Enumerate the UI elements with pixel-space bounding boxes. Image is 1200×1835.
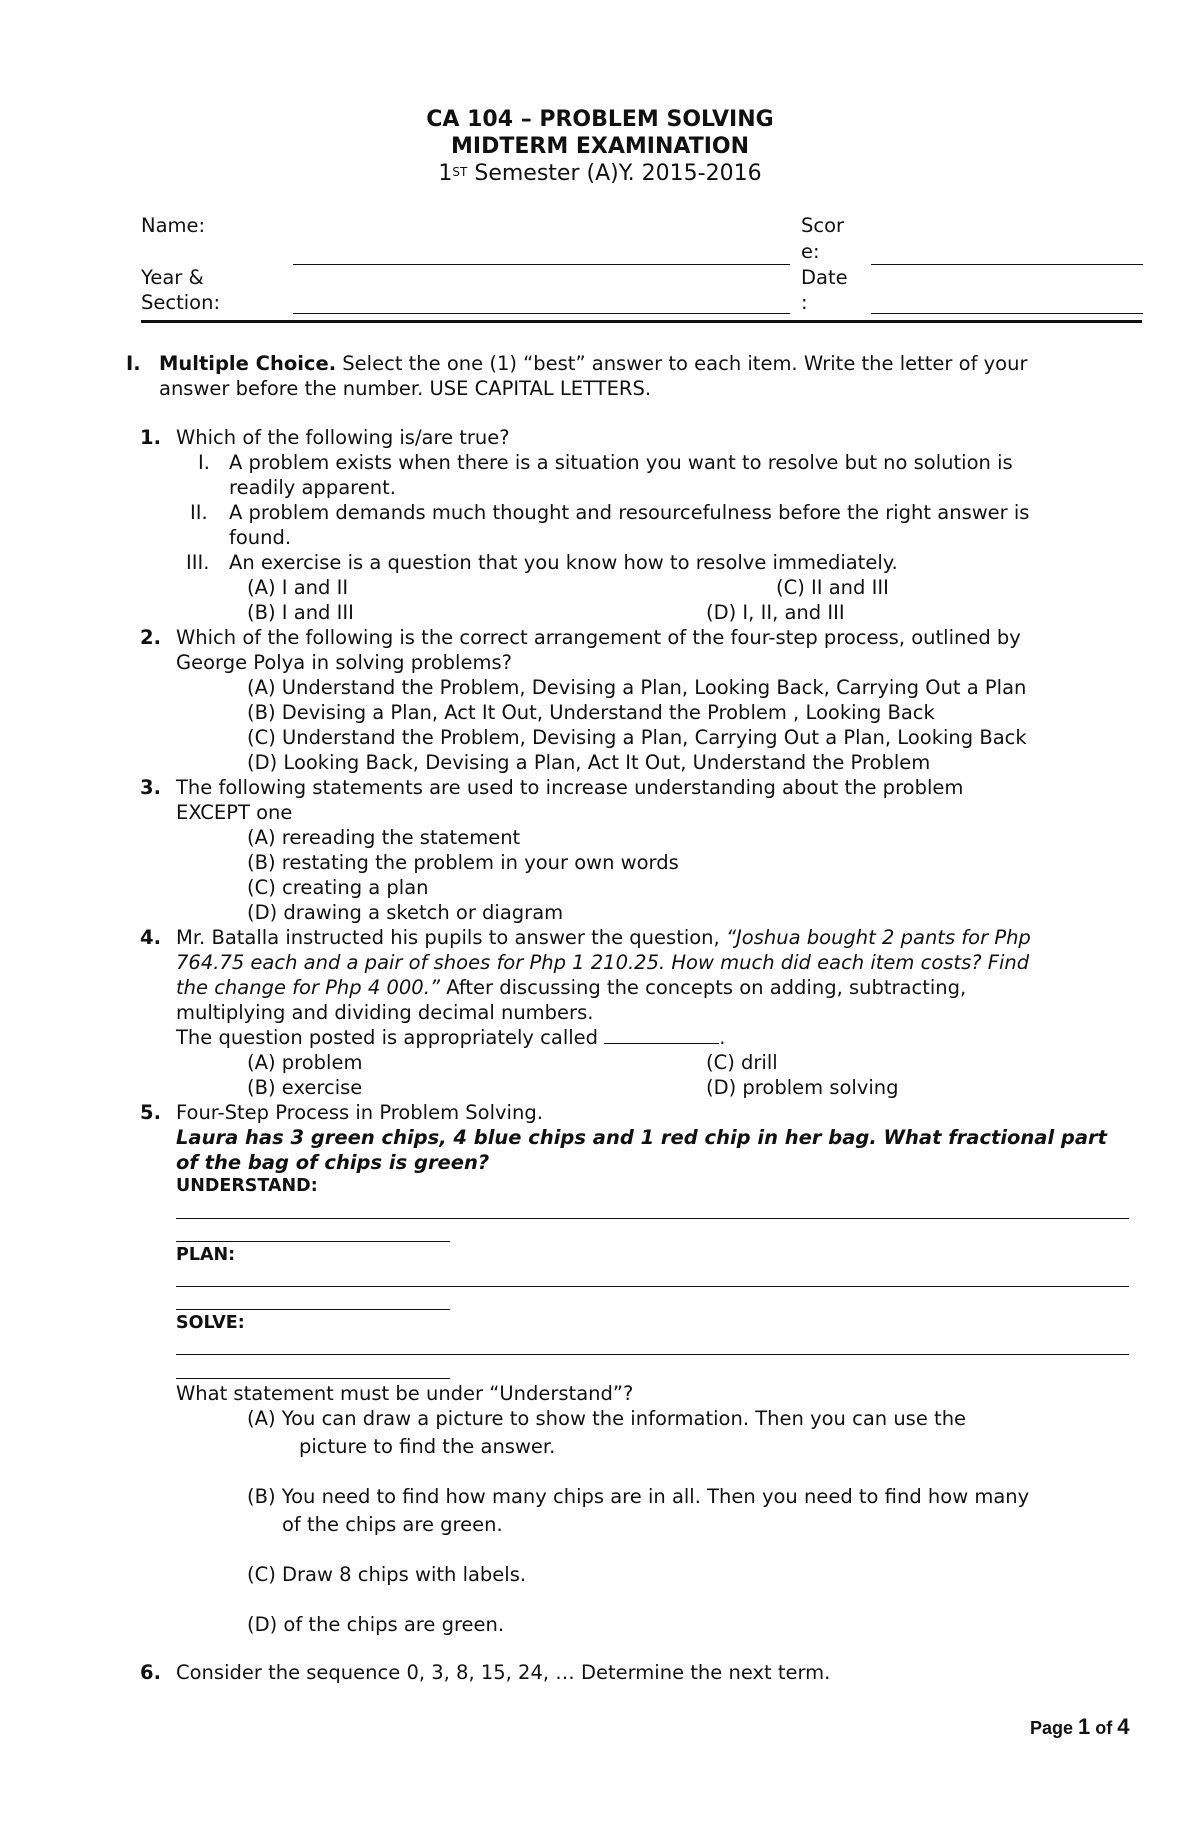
q5-option-b-1: (B) You need to find how many chips are in all. Then you need to find how many — [247, 1485, 1030, 1508]
q4-stem-5-text: The question posted is appropriately called — [176, 1026, 605, 1049]
year-label-1: Year & — [141, 266, 204, 289]
q5-problem-1: Laura has 3 green chips, 4 blue chips and 1 red chip in her bag. What fractional part — [176, 1126, 1107, 1149]
q5-option-a-1: (A) You can draw a picture to show the information. Then you can use the — [247, 1407, 967, 1430]
q4-option-d: (D) problem solving — [706, 1076, 899, 1099]
q2-stem-2: George Polya in solving problems? — [176, 651, 512, 674]
q5-number: 5. — [140, 1101, 161, 1124]
q5-solve-line-2[interactable] — [176, 1378, 450, 1379]
q5-plan-line-1[interactable] — [176, 1286, 1129, 1287]
q1-s1-number: I. — [198, 451, 210, 474]
score-field-line[interactable] — [871, 264, 1143, 265]
q5-option-c: (C) Draw 8 chips with labels. — [247, 1563, 527, 1586]
year-field-line[interactable] — [293, 313, 790, 314]
page-word: Page — [1030, 1718, 1079, 1738]
exam-subtitle: MIDTERM EXAMINATION — [451, 134, 749, 159]
q5-plan-label: PLAN: — [176, 1245, 236, 1265]
q1-number: 1. — [140, 426, 161, 449]
q5-solve-line-1[interactable] — [176, 1354, 1129, 1355]
name-label: Name: — [141, 214, 206, 237]
page-of: of — [1090, 1718, 1118, 1738]
q4-stem-3b: After discussing the concepts on adding, subtracting, — [440, 976, 967, 999]
q5-problem-2: of the bag of chips is green? — [176, 1151, 490, 1174]
q2-option-a: (A) Understand the Problem, Devising a Plan, Looking Back, Carrying Out a Plan — [247, 676, 1027, 699]
q1-s3-number: III. — [186, 551, 210, 574]
page-number — [1030, 1714, 1130, 1740]
q1-s1-b: readily apparent. — [229, 476, 396, 499]
q4-stem-2: 764.75 each and a pair of shoes for Php 1 210.25. How much did each item costs? Find — [176, 951, 1030, 974]
header-divider — [141, 320, 1142, 323]
q4-stem-1b: “Joshua bought 2 pants for Php — [725, 926, 1031, 949]
q5-understand-label: UNDERSTAND: — [176, 1176, 318, 1196]
name-field-line[interactable] — [293, 264, 790, 265]
date-label-1: Date — [801, 266, 848, 289]
q3-number: 3. — [140, 776, 161, 799]
q5-plan-line-2[interactable] — [176, 1309, 450, 1310]
date-label-2: : — [801, 291, 808, 314]
q1-s1-a: A problem exists when there is a situation you want to resolve but no solution is — [229, 451, 1013, 474]
date-field-line[interactable] — [871, 313, 1143, 314]
section-roman: I. — [126, 352, 141, 375]
q3-stem-2: EXCEPT one — [176, 801, 293, 824]
semester-text: Semester (A)Y. 2015-2016 — [467, 161, 762, 186]
q1-option-a: (A) I and II — [247, 576, 349, 599]
q4-stem-1a: Mr. Batalla instructed his pupils to answer the question, — [176, 926, 726, 949]
q4-option-b: (B) exercise — [247, 1076, 363, 1099]
year-label-2: Section: — [141, 291, 221, 314]
score-label-1: Scor — [801, 214, 845, 237]
q2-stem-1: Which of the following is the correct arrangement of the four-step process, outlined by — [176, 626, 1021, 649]
q5-option-b-2: of the chips are green. — [282, 1513, 503, 1536]
q6-stem: Consider the sequence 0, 3, 8, 15, 24, … Determine the next term. — [176, 1661, 831, 1684]
q1-s2-number: II. — [190, 501, 208, 524]
q5-stem: Four-Step Process in Problem Solving. — [176, 1101, 543, 1124]
section-instructions-line2: answer before the number. USE CAPITAL LETTERS. — [159, 377, 652, 400]
q1-option-c: (C) II and III — [776, 576, 889, 599]
exam-title: CA 104 – PROBLEM SOLVING — [426, 107, 774, 132]
q4-stem-1 — [176, 925, 1031, 950]
section-heading: Multiple Choice. — [159, 352, 337, 375]
q1-option-b: (B) I and III — [247, 601, 354, 624]
q5-option-a-2: picture to find the answer. — [299, 1435, 556, 1458]
q1-s2-a: A problem demands much thought and resourcefulness before the right answer is — [229, 501, 1030, 524]
q4-stem-3a: the change for Php 4 000.” — [176, 976, 440, 999]
semester-line — [0, 160, 1200, 188]
q3-option-a: (A) rereading the statement — [247, 826, 521, 849]
semester-sup: ST — [452, 165, 468, 179]
q3-option-b: (B) restating the problem in your own words — [247, 851, 679, 874]
q3-option-d: (D) drawing a sketch or diagram — [247, 901, 564, 924]
q1-s2-b: found. — [229, 526, 292, 549]
q6-number: 6. — [140, 1661, 161, 1684]
q1-stem: Which of the following is/are true? — [176, 426, 510, 449]
section-instr-1: Select the one (1) “best” answer to each item. Write the letter of your — [336, 352, 1028, 375]
q4-option-c: (C) drill — [706, 1051, 778, 1074]
q5-understand-line-2[interactable] — [176, 1241, 450, 1242]
q1-s3-a: An exercise is a question that you know how to resolve immediately. — [229, 551, 898, 574]
q4-number: 4. — [140, 926, 161, 949]
q5-solve-label: SOLVE: — [176, 1313, 245, 1333]
score-label-2: e: — [801, 240, 820, 263]
q4-option-a: (A) problem — [247, 1051, 363, 1074]
q3-stem-1: The following statements are used to increase understanding about the problem — [176, 776, 964, 799]
section-instructions-line1 — [159, 351, 1027, 376]
q4-stem-5 — [176, 1025, 725, 1050]
q5-question: What statement must be under “Understand”? — [176, 1382, 634, 1405]
page-current: 1 — [1078, 1714, 1091, 1739]
q2-option-b: (B) Devising a Plan, Act It Out, Understand the Problem , Looking Back — [247, 701, 935, 724]
semester-number: 1 — [438, 161, 453, 186]
q3-option-c: (C) creating a plan — [247, 876, 429, 899]
q5-understand-line-1[interactable] — [176, 1218, 1129, 1219]
page-total: 4 — [1117, 1714, 1130, 1739]
q2-option-d: (D) Looking Back, Devising a Plan, Act It Out, Understand the Problem — [247, 751, 931, 774]
q4-answer-blank[interactable] — [604, 1025, 719, 1044]
q2-number: 2. — [140, 626, 161, 649]
q2-option-c: (C) Understand the Problem, Devising a Plan, Carrying Out a Plan, Looking Back — [247, 726, 1027, 749]
q4-stem-4: multiplying and dividing decimal numbers. — [176, 1001, 594, 1024]
q4-stem-3 — [176, 975, 966, 1000]
q1-option-d: (D) I, II, and III — [706, 601, 845, 624]
q4-stem-5-end: . — [719, 1026, 726, 1049]
q5-option-d: (D) of the chips are green. — [247, 1613, 505, 1636]
